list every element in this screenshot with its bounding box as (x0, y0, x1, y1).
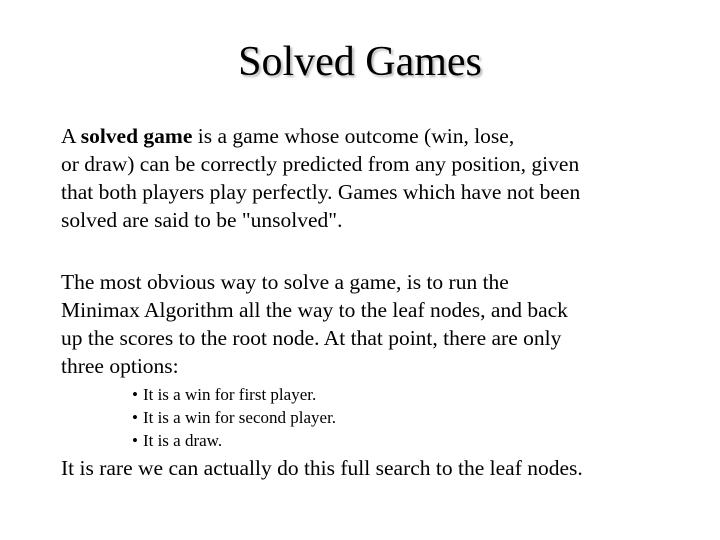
definition-line-1 (61, 122, 661, 150)
method-line-2: Minimax Algorithm all the way to the leaf nodes, and back (61, 298, 568, 322)
definition-paragraph (61, 122, 661, 234)
options-list (132, 383, 336, 452)
definition-line-4: solved are said to be "unsolved". (61, 208, 343, 232)
list-item (132, 383, 336, 406)
method-paragraph (61, 268, 661, 380)
method-line-3: up the scores to the root node. At that point, there are only (61, 326, 562, 350)
closing-sentence: It is rare we can actually do this full search to the leaf nodes. (61, 456, 583, 480)
definition-line-3: that both players play perfectly. Games which have not been (61, 180, 581, 204)
definition-line-2: or draw) can be correctly predicted from any position, given (61, 152, 580, 176)
list-item (132, 429, 336, 452)
option-text: It is a draw. (142, 431, 223, 450)
bullet-icon: • (132, 431, 138, 450)
method-line-1: The most obvious way to solve a game, is to run the (61, 270, 509, 294)
bullet-icon: • (132, 408, 138, 427)
option-text: It is a win for first player. (142, 385, 317, 404)
definition-line-1-rest: is a game whose outcome (win, lose, (192, 124, 515, 148)
list-item (132, 406, 336, 429)
bullet-icon: • (132, 385, 138, 404)
method-line-4: three options: (61, 354, 179, 378)
solved-game-term: solved game (80, 124, 193, 148)
slide-title: Solved Games (238, 39, 482, 85)
definition-intro: A (61, 124, 81, 148)
option-text: It is a win for second player. (142, 408, 337, 427)
